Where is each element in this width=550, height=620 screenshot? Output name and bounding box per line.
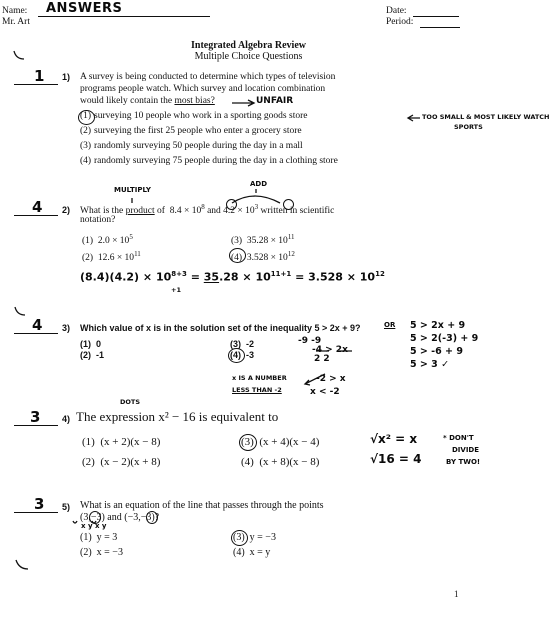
q5-xy-labels: x y x y — [81, 522, 107, 530]
q4-note-line2: DIVIDE — [452, 446, 480, 454]
q5-answer: 3 — [34, 495, 45, 513]
q1-answer: 1 — [34, 67, 45, 85]
margin-mark-bottom — [16, 560, 28, 569]
q1-option-3-num: (3) — [80, 141, 92, 151]
period-label: Period: — [386, 17, 414, 27]
name-value: ANSWERS — [46, 1, 123, 16]
q3-work-line4: -2 > x — [316, 374, 346, 384]
exponent-circle — [226, 199, 237, 210]
q2-option-1: (1) $2.0 \times 10^5$ — [82, 233, 133, 247]
q3-answer: 4 — [32, 316, 43, 334]
name-label: Name: — [2, 6, 28, 16]
q1-note-too-small: TOO SMALL — [422, 113, 465, 121]
q5-option-4: (4) x = y — [233, 547, 271, 558]
q4-text: The expression x² − 16 is equivalent to — [76, 409, 279, 424]
q5-option-2: (2) x = −3 — [80, 547, 123, 558]
q4-note-dots: DOTS — [120, 398, 141, 406]
q1-text-line1: A survey is being conducted to determine which types of television — [80, 72, 336, 82]
q5-text-line1: What is an equation of the line that passes through the points — [80, 500, 324, 511]
q2-work: $(8.4)(4.2) \times 10^{8+3} = 35.28 \times 10^{11+1} = 3.528 \times 10^{12}$ — [80, 270, 385, 284]
q4-option-3: (3) (x + 4)(x − 4) — [241, 436, 320, 448]
add-arc — [232, 196, 280, 203]
q2-number: 2) — [62, 205, 71, 215]
q4-work-line2: √16 = 4 — [370, 452, 422, 466]
q1-option-2-text: surveying the first 25 people who enter a grocery store — [94, 126, 302, 136]
q4-answer: 3 — [30, 408, 41, 426]
q4-work-line1: √x² = x — [370, 432, 418, 446]
q5-option-1: (1) y = 3 — [80, 532, 118, 543]
q3-note-number: x IS A NUMBER — [232, 374, 287, 382]
q4-note-line3: BY TWO! — [446, 458, 481, 466]
q1-option-1-text: surveying 10 people who work in a sporting goods store — [94, 111, 308, 121]
q3-or-label: OR — [384, 321, 396, 329]
q3-option-1: (1) 0 — [80, 339, 102, 349]
q1-note-sports: SPORTS — [454, 123, 483, 131]
teacher-name: Mr. Art — [2, 17, 30, 27]
q1-number: 1) — [62, 72, 71, 82]
q4-note-line1: * DON'T — [443, 434, 474, 442]
q2-option-3: (3) $35.28 \times 10^{11}$ — [231, 233, 295, 247]
arrow-too-small — [408, 115, 420, 121]
q1-text-line2: programs people watch. Which survey and location combination — [80, 84, 326, 94]
q3-option-3: (3) -2 — [230, 339, 255, 349]
q2-answer: 4 — [32, 198, 43, 216]
q3-work-line2: -4 > 2x — [312, 345, 348, 355]
exponent-circle — [283, 199, 294, 210]
q1-text-line3: would likely contain the most bias? — [80, 96, 215, 106]
margin-mark-middle — [15, 307, 25, 315]
q1-note-likely: & MOST LIKELY WATCH — [466, 113, 550, 121]
q3-work-line5: x < -2 — [310, 387, 340, 397]
q3-check-line2: 5 > 2(-3) + 9 — [410, 333, 479, 344]
q5-text-line2: (3,−3) and (−3,−3)? — [80, 512, 160, 523]
page-title: Integrated Algebra Review — [191, 40, 306, 51]
q1-option-4-num: (4) — [80, 156, 92, 166]
q3-note-less: LESS THAN -2 — [232, 386, 282, 394]
q3-check-line4: 5 > 3 ✓ — [410, 359, 450, 370]
q3-work-line3: 2 2 — [314, 354, 330, 364]
q2-note-add: ADD — [250, 180, 268, 188]
q2-text-line1: What is the product of $8.4 \times 10^8$ and $4.2 \times 10^3$ written in scientific — [80, 203, 335, 217]
q2-note-multiply: MULTIPLY — [114, 186, 151, 194]
page-subtitle: Multiple Choice Questions — [194, 51, 303, 62]
q3-text: Which value of x is in the solution set of the inequality 5 > 2x + 9? — [80, 323, 361, 333]
q4-number: 4) — [62, 414, 71, 424]
q3-check-line1: 5 > 2x + 9 — [410, 320, 466, 331]
q3-work-line1: -9 -9 — [298, 336, 322, 346]
q1-option-4-text: randomly surveying 75 people during the day in a clothing store — [94, 156, 338, 166]
q2-option-4: (4) $3.528 \times 10^{12}$ — [231, 250, 295, 264]
q4-option-1: (1) (x + 2)(x − 8) — [82, 436, 161, 448]
q1-option-1-num: (1) — [80, 111, 92, 121]
q3-check-line3: 5 > -6 + 9 — [410, 346, 463, 357]
arrow-unfair — [232, 100, 254, 106]
q2-text-line2: notation? — [80, 215, 116, 225]
q3-option-4: (4) -3 — [230, 350, 255, 360]
page-number: 1 — [454, 589, 459, 599]
q1-option-2-num: (2) — [80, 126, 92, 136]
date-label: Date: — [386, 6, 407, 16]
q1-note-unfair: UNFAIR — [256, 96, 294, 106]
q2-option-2: (2) $12.6 \times 10^{11}$ — [82, 250, 141, 264]
q4-option-4: (4) (x + 8)(x − 8) — [241, 456, 320, 468]
q3-option-2: (2) -1 — [80, 350, 105, 360]
point-circle — [146, 511, 158, 524]
q5-number: 5) — [62, 502, 71, 512]
q5-option-3: (3) y = −3 — [233, 532, 276, 543]
q2-plus-one: +1 — [171, 286, 181, 294]
q3-number: 3) — [62, 323, 71, 333]
q1-option-3-text: randomly surveying 50 people during the day in a mall — [94, 141, 303, 151]
q4-option-2: (2) (x − 2)(x + 8) — [82, 456, 161, 468]
